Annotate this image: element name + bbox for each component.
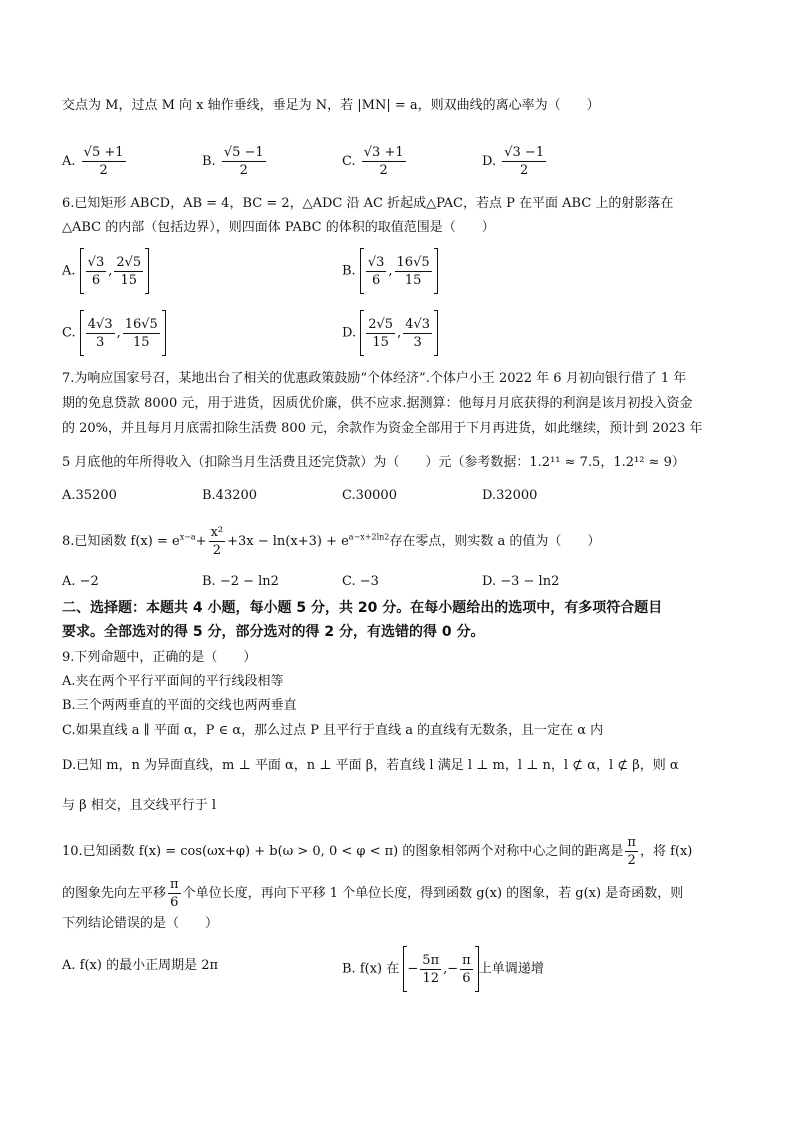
q10-line-2-pre: 的图象先向左平移	[62, 886, 167, 901]
fraction	[625, 834, 638, 869]
left-bracket	[403, 946, 407, 992]
fraction	[502, 144, 546, 179]
q8-option-b: B. −2 − ln2	[202, 574, 279, 589]
denominator: 2	[379, 163, 388, 178]
q7-option-b: B.43200	[202, 488, 258, 503]
numerator: π	[627, 835, 636, 850]
exponent: a−x+2ln2	[348, 532, 390, 542]
numerator: 5π	[422, 952, 440, 968]
fraction	[366, 316, 395, 351]
q8-stem-pre: 8.已知函数 f(x) = e	[62, 534, 180, 549]
right-bracket	[145, 248, 149, 294]
option-label: C.	[342, 154, 356, 169]
q7-option-c: C.30000	[342, 488, 397, 503]
q6-option-d: D. $\frac{2√5}{15}$ , $\frac{4√3}{3}$	[342, 310, 438, 356]
numerator: √3	[87, 254, 105, 270]
denominator: 15	[133, 334, 150, 350]
denominator: 15	[120, 272, 138, 288]
q10-option-a: A. f(x) 的最小正周期是 2π	[62, 958, 219, 973]
q10-line-2-post: 个单位长度，再向下平移 1 个单位长度，得到函数 g(x) 的图象，若 g(x) 是奇函数，则	[182, 886, 684, 901]
fraction	[403, 316, 432, 351]
option-label: C.	[62, 325, 76, 341]
q5-option-d	[482, 144, 548, 179]
fraction	[114, 254, 143, 289]
numerator: √3 +1	[363, 145, 404, 160]
numerator: 16√5	[124, 316, 158, 332]
section-heading-line-2: 要求。全部选对的得 5 分，部分选对的得 2 分，有选错的得 0 分。	[62, 624, 485, 640]
numerator: x²	[210, 525, 224, 540]
q10-option-b-pre: B. f(x) 在	[342, 961, 400, 977]
q5-option-b	[202, 144, 268, 179]
q7-option-d: D.32000	[482, 488, 538, 503]
denominator: 3	[96, 334, 105, 350]
q8-option-c: C. −3	[342, 574, 379, 589]
q9-option-a: A.夹在两个平行平面间的平行线段相等	[62, 674, 284, 689]
option-label: D.	[342, 325, 357, 341]
denominator: 2	[212, 543, 221, 558]
q5-stem: 交点为 M，过点 M 向 x 轴作垂线，垂足为 N，若 |MN| = a，则双曲线的离心率为（ ）	[62, 98, 600, 113]
right-bracket	[434, 310, 438, 356]
fraction	[82, 144, 126, 179]
numerator: π	[462, 952, 471, 968]
q6-line-1: 6.已知矩形 ABCD，AB = 4，BC = 2，△ADC 沿 AC 折起成△PAC，若点 P 在平面 ABC 上的射影落在	[62, 196, 674, 211]
q10-option-b-post: 上单调递增	[478, 961, 544, 977]
fraction	[395, 254, 432, 289]
fraction	[209, 524, 226, 559]
q5-option-a	[62, 144, 128, 179]
left-bracket	[80, 310, 84, 356]
option-label: B.	[202, 154, 216, 169]
denominator: 2	[627, 853, 636, 868]
option-label: B.	[342, 263, 356, 279]
denominator: 6	[91, 272, 101, 288]
q7-line-3: 的 20%，并且每月月底需扣除生活费 800 元，余款作为资金全部用于下月再进货，如此继续，预计到 2023 年	[62, 421, 703, 436]
q10-line-2	[62, 876, 683, 911]
numerator: π	[170, 877, 179, 892]
numerator: 16√5	[396, 254, 430, 270]
fraction	[420, 952, 441, 987]
q6-line-2: △ABC 的内部（包括边界），则四面体 PABC 的体积的取值范围是（ ）	[62, 220, 495, 235]
right-bracket	[434, 248, 438, 294]
fraction	[86, 254, 107, 289]
numerator: √5 +1	[83, 145, 124, 160]
q10-line-3: 下列结论错误的是（ ）	[62, 916, 219, 931]
q7-option-a: A.35200	[62, 488, 117, 503]
q6-option-a: A. $\frac{√3}{6}$ , $\frac{2√5}{15}$	[62, 248, 149, 294]
q8-option-d: D. −3 − ln2	[482, 574, 560, 589]
q7-line-4: 5 月底他的年所得收入（扣除当月生活费且还完贷款）为（ ）元（参考数据：1.2¹¹ ≈ 7.5，1.2¹² ≈ 9）	[62, 455, 685, 470]
option-label: A.	[62, 263, 76, 279]
fraction	[168, 876, 181, 911]
q9-option-b: B.三个两两垂直的平面的交线也两两垂直	[62, 698, 297, 713]
option-label: D.	[482, 154, 497, 169]
denominator: 3	[413, 334, 422, 350]
numerator: √3 −1	[504, 145, 545, 160]
right-bracket	[162, 310, 166, 356]
fraction	[366, 254, 387, 289]
q6-option-c: C. $\frac{4√3}{3}$ , $\frac{16√5}{15}$	[62, 310, 166, 356]
numerator: 4√3	[405, 316, 431, 332]
q7-line-1: 7.为响应国家号召，某地出台了相关的优惠政策鼓励“个体经济”.个体户小王 2022 年 6 月初向银行借了 1 年	[62, 371, 687, 386]
fraction	[460, 952, 473, 987]
q5-option-c	[342, 144, 408, 179]
denominator: 15	[372, 334, 389, 350]
numerator: 2√5	[368, 316, 394, 332]
q6-option-b: B. $\frac{√3}{6}$ , $\frac{16√5}{15}$	[342, 248, 438, 294]
numerator: √5 −1	[223, 145, 264, 160]
q8-stem-mid: +3x − ln(x+3) + e	[227, 534, 349, 549]
q8-option-a: A. −2	[62, 574, 99, 589]
numerator: 2√5	[116, 254, 142, 270]
q10-line-1	[62, 834, 692, 869]
denominator: 15	[404, 272, 422, 288]
q9-stem: 9.下列命题中，正确的是（ ）	[62, 650, 257, 665]
q10-line-1-pre: 10.已知函数 f(x) = cos(ωx+φ) + b(ω > 0, 0 < φ < π) 的图象相邻两个对称中心之间的距离是	[62, 844, 624, 859]
q10-option-b: B. f(x) 在 − $\frac{5\pi}{12}$ ,− $\frac{\pi}{6}$ 上单调递增	[342, 946, 544, 992]
section-heading-line-1: 二、选择题：本题共 4 小题，每小题 5 分，共 20 分。在每小题给出的选项中，有多项符合题目	[62, 600, 663, 616]
q9-option-d-line-1: D.已知 m，n 为异面直线，m ⊥ 平面 α，n ⊥ 平面 β，若直线 l 满足 l ⊥ m，l ⊥ n，l ⊄ α，l ⊄ β，则 α	[62, 758, 679, 773]
denominator: 2	[99, 163, 108, 178]
fraction	[123, 316, 160, 351]
left-bracket	[80, 248, 84, 294]
q7-line-2: 期的免息贷款 8000 元，用于进货，因质优价廉，供不应求.据测算：他每月月底获得的利润是该月初投入资金	[62, 396, 693, 411]
q8-stem-post: 存在零点，则实数 a 的值为（ ）	[389, 534, 601, 549]
q9-option-d-line-2: 与 β 相交，且交线平行于 l	[62, 798, 217, 813]
denominator: 6	[462, 970, 471, 986]
q9-option-c: C.如果直线 a ∥ 平面 α，P ∈ α，那么过点 P 且平行于直线 a 的直线有无数条，且一定在 α 内	[62, 723, 604, 738]
denominator: 12	[422, 970, 439, 986]
fraction	[222, 144, 266, 179]
q10-line-1-post: ，将 f(x)	[639, 844, 693, 859]
q8-stem: 8.已知函数 $f(x) = e^{x-a}+$ $\frac{\text{x²}}{2}$ $+3x - \ln(x+3) + e^{a-x+2ln2}$存在零点，则实数 a 的值为（ ）	[62, 525, 601, 558]
fraction	[86, 316, 115, 351]
denominator: 6	[371, 272, 381, 288]
left-bracket	[360, 310, 364, 356]
denominator: 2	[520, 163, 529, 178]
exponent: x−a	[179, 532, 196, 542]
fraction	[362, 144, 406, 179]
denominator: 2	[239, 163, 248, 178]
option-label: A.	[62, 154, 76, 169]
numerator: √3	[367, 254, 385, 270]
denominator: 6	[170, 895, 179, 910]
left-bracket	[360, 248, 364, 294]
numerator: 4√3	[87, 316, 113, 332]
